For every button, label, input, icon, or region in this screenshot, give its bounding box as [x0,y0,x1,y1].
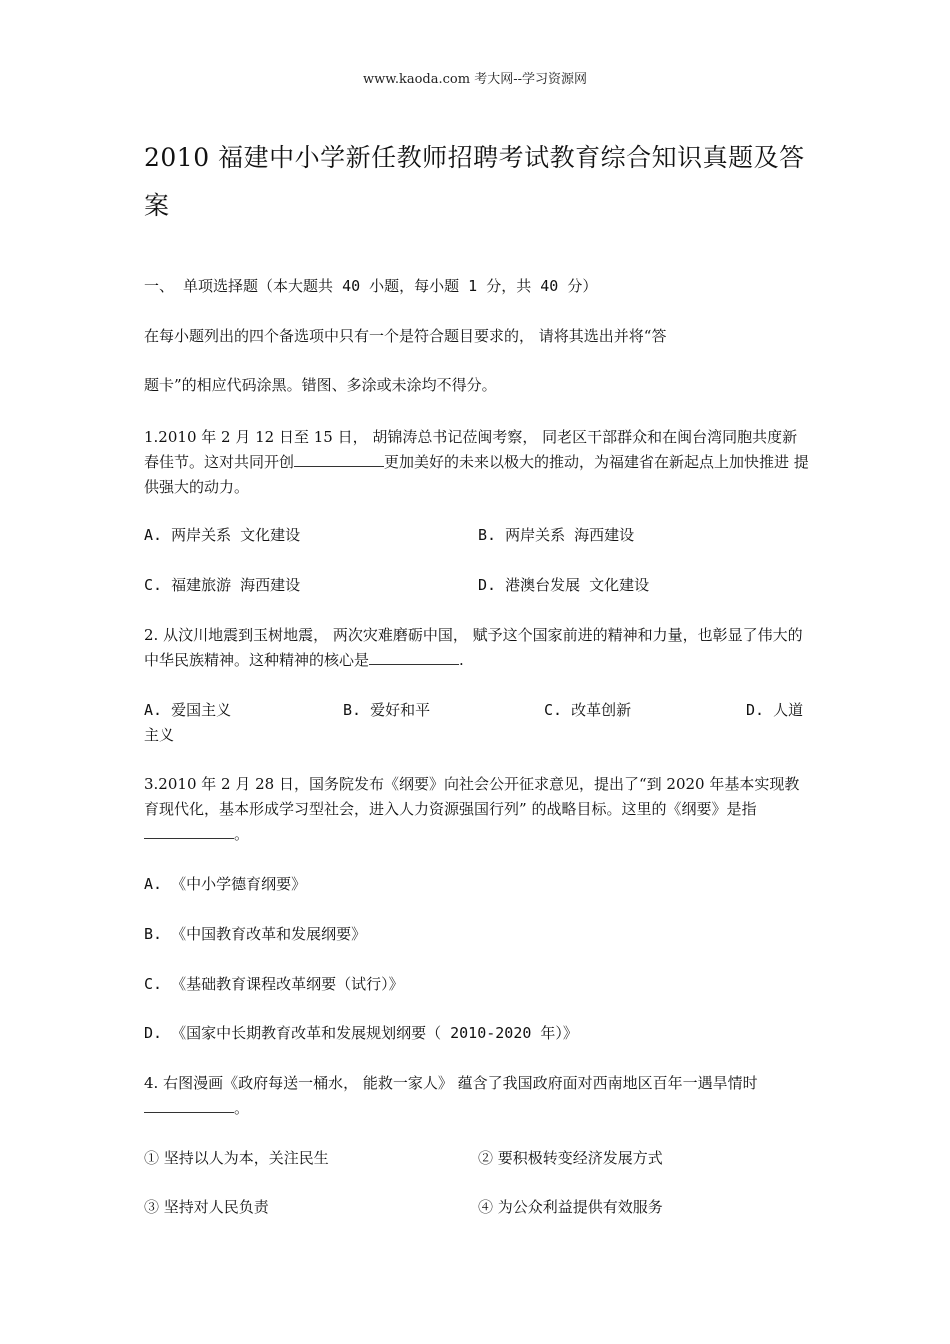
instruction-line-2: 题卡”的相应代码涂黑。错图、多涂或未涂均不得分。 [144,376,497,394]
question-3-option-a [144,872,812,897]
answer-blank [144,822,234,839]
option-2: ② 要积极转变经济发展方式 [478,1149,663,1167]
answer-blank [144,1096,234,1113]
question-4-stem-text-a: 4. 右图漫画《政府每送一桶水， 能救一家人》 蕴含了我国政府面对西南地区百年一遇旱情时 [144,1074,758,1092]
page-title: 2010 福建中小学新任教师招聘考试教育综合知识真题及答案 [144,143,805,220]
option-d: D. 人道 [746,701,804,719]
option-b: B. 《中国教育改革和发展纲要》 [144,925,367,943]
question-1-stem [144,425,812,500]
question-4-stem-text-b: 。 [234,1099,250,1117]
question-2-stem [144,623,812,673]
instruction-line-1: 在每小题列出的四个备选项中只有一个是符合题目要求的， 请将其选出并将“答 [144,327,667,345]
question-4-options-row-1 [144,1146,812,1171]
question-3-stem-text-a: 3.2010 年 2 月 28 日，国务院发布《纲要》向社会公开征求意见，提出了“到 2020 年基本实现教育现代化，基本形成学习型社会，进入人力资源强国行列” 的战略目标。这里的《纲要》是指 [144,775,800,818]
option-b: B. 两岸关系 海西建设 [478,526,635,544]
question-1-options-row-1 [144,523,812,548]
question-4-options-row-2 [144,1195,812,1220]
option-a: A. 《中小学德育纲要》 [144,875,307,893]
answer-blank [294,450,384,467]
option-a: A. 爱国主义 [144,701,232,719]
question-3-option-b [144,922,812,947]
question-3-option-d [144,1021,812,1046]
option-c: C. 福建旅游 海西建设 [144,576,301,594]
question-2-options-row [144,698,812,723]
option-3: ③ 坚持对人民负责 [144,1198,269,1216]
answer-blank [369,648,459,665]
option-d: D. 港澳台发展 文化建设 [478,576,650,594]
option-c: C. 改革创新 [544,701,632,719]
question-2-options-wrap [144,723,812,748]
option-1: ① 坚持以人为本，关注民生 [144,1149,329,1167]
option-d-wrap: 主义 [144,726,175,744]
question-4-stem [144,1071,812,1121]
option-b: B. 爱好和平 [343,701,431,719]
question-1-options-row-2 [144,573,812,598]
section-heading: 一、 单项选择题（本大题共 40 小题，每小题 1 分，共 40 分） [144,277,598,295]
question-3-stem-text-b: 。 [234,825,250,843]
option-4: ④ 为公众利益提供有效服务 [478,1198,663,1216]
question-3-stem [144,772,812,847]
question-1-stem-text-b: 更加美好的未来以极大的推动，为福建省在新起点上加快推进 提供强大的动力。 [144,453,809,496]
option-c: C. 《基础教育课程改革纲要（试行）》 [144,975,404,993]
question-2-stem-text-a: 2. 从汶川地震到玉树地震， 两次灾难磨砺中国， 赋予这个国家前进的精神和力量，也彰显了伟大的中华民族精神。这种精神的核心是 [144,626,803,669]
option-d: D. 《国家中长期教育改革和发展规划纲要（ 2010-2020 年）》 [144,1024,578,1042]
page-header: www.kaoda.com 考大网--学习资源网 [363,72,587,87]
question-1-stem-text-a: 1.2010 年 2 月 12 日至 15 日， 胡锦涛总书记莅闽考察， 同老区干部群众和在闽台湾同胞共度新春佳节。这对共同开创 [144,428,798,471]
option-a: A. 两岸关系 文化建设 [144,526,301,544]
question-3-option-c [144,972,812,997]
question-2-stem-text-b: . [459,651,464,669]
